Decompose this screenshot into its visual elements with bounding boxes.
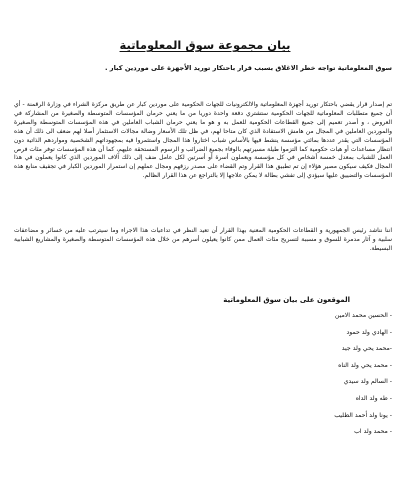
signers-heading: الموقعون على بيان سوق المعلوماتية [223,296,350,304]
body-paragraph-2: اننا نناشد رئيس الجمهورية و القطاعات الحكومية المعنية بهذا القرار أن تعيد النظر في تداعيات هذا الاجراء وما سيترتب عليه من خسائر و مضاعفات سلبية و آثار مدمرة للسوق و مسببة لتسريح مئات العمال ممن كانوا يعيلون أسرهم من خلال هذه المؤسسات المتوسطة والصغيرة والمشاريع الشبابية البسيطة. [14,227,392,252]
signer-item: - الحسين محمد الامين [334,312,392,319]
signer-item: - الهادي ولد حمود [346,328,392,336]
signer-item: - طه ولد الداه [355,394,392,402]
signers-list [334,312,392,445]
signer-item: - محمد ولد اب [354,428,392,436]
document-subtitle: سوق المعلوماتية تواجه خطر الاغلاق بسبب قرار باحتكار توريد الأجهزة على موردين كبار . [104,64,392,72]
document-title-text: بيان مجموعة سوق المعلوماتية [119,38,291,52]
body-paragraph-1: تم إصدار قرار يقضي باحتكار توريد أجهزة المعلوماتية والالكترونيات للجهات الحكومية على موردين كبار عن طريق مركزة الشراء في وزارة الرقمنة - أي أن جميع متطلبات المعلوماتية للجهات الحكومية ستشتري دفعة واحدة دوريا من ما يعني حرمان المؤسسات المتوسطة والصغيرة من المشاركة في العروض ، و أصدر تعميم إلى جميع القطاعات الحكومية للعمل به و هو ما يعني حرمان الشباب العاملين في هذه المؤسسات المتوسطة والصغيرة والموردين العاملين في المجال من هامش الاستفادة الذي كان متاحا لهم، في ظل تلك الأسعار وضالة مجالات الاستثمار أصلا لهم ضعف الى ذلك أن هذه المؤسسات التي يقدر عددها بمائتي مؤسسة ينشط فيها بالأساس شباب اختاروا هذا المجال واستثمروا فيه بمجهوداتهم الشخصية ومواردهم الذاتية دون انتظار مساعدات أو هبات حكومية كما التزموا طيلة مسيرتهم بالوفاء بجميع الضرائب و الرسوم المستحقة عليهم، كما أن هذه المؤسسات توفر مئات فرص العمل للشباب بمعدل خمسة أشخاص في كل مؤسسة ويعملون أسرة أو أسرتين لكل عامل ضف إلى ذلك آلاف الموردين الذي كانوا يعملون في هذا المجال فكيف سيكون مصير هؤلاء إن تم تطبيق هذا القرار وتم القضاء على مصدر رزقهم ومجال عملهم إن استمرار الموردين الكبار في تجفيف منابع هذه المؤسسات والتضييق عليها سيؤدي إلى تفشي بطالة لا يمكن علاجها إلا بالتراجع عن هذا القرار الظالم. [14,101,392,180]
signer-item: -محمد يحي ولد جيد [341,345,392,353]
document-title [0,38,410,52]
signer-item: - يونا ولد أحمد الطليب [334,411,392,419]
signer-item: - محمد يحي ولد الناه [338,361,392,369]
signer-item: - السالم ولد سيدي [343,378,392,386]
